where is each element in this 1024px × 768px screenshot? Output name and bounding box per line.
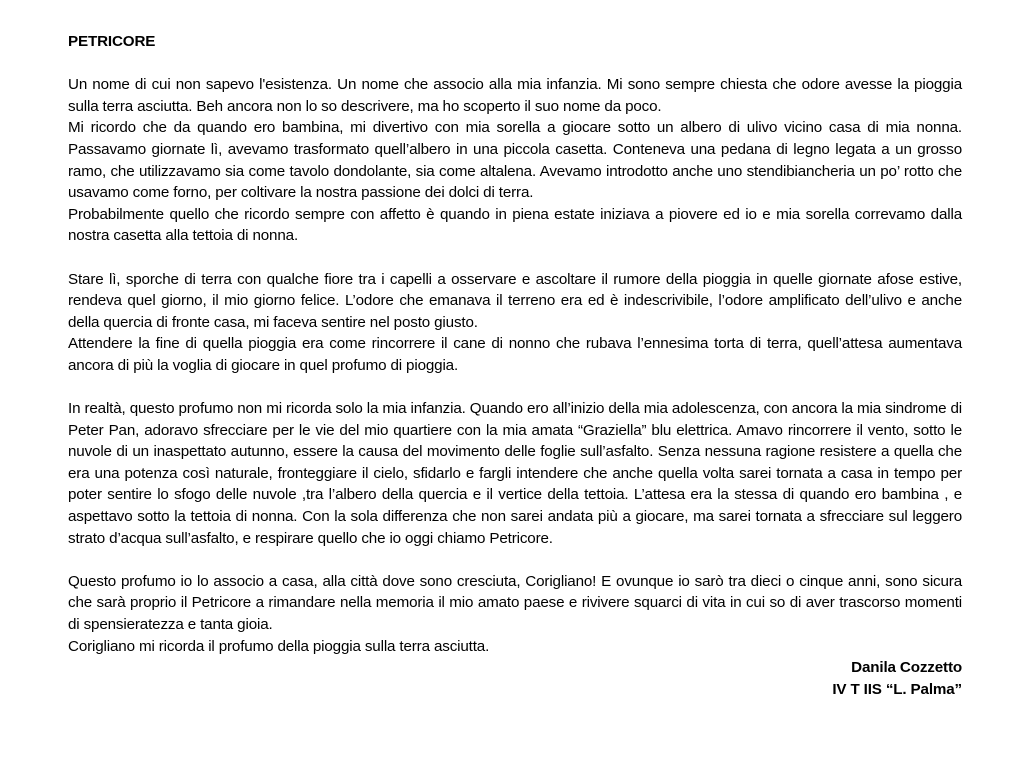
signature-school: IV T IIS “L. Palma”	[832, 680, 962, 698]
paragraph: Attendere la fine di quella pioggia era come rincorrere il cane di nonno che rubava l’ennesima torta di terra, quell’attesa aumentava ancora di più la voglia di giocare in quel profumo di pioggia.	[68, 335, 962, 374]
paragraph: Corigliano mi ricorda il profumo della pioggia sulla terra asciutta.	[68, 637, 490, 655]
paragraph: Probabilmente quello che ricordo sempre con affetto è quando in piena estate iniziava a piovere ed io e mia sorella correvamo dalla nostra casetta alla tettoia di nonna.	[68, 205, 962, 245]
blank-line	[68, 549, 962, 571]
blank-line	[68, 53, 962, 75]
paragraph: Stare lì, sporche di terra con qualche fiore tra i capelli a osservare e ascoltare il rumore della pioggia in quelle giornate afose estive, rendeva quel giorno, il mio giorno felice. L’odore che emanava il terreno era ed è indescrivibile, l’odore amplificato dell’ulivo e anche della quercia di fronte casa, mi faceva sentire nel posto giusto.	[68, 270, 962, 331]
paragraph: Questo profumo io lo associo a casa, alla città dove sono cresciuta, Corigliano! E ovunque io sarò tra dieci o cinque anni, sono sicura che sarà proprio il Petricore a rimandare nella memoria il mio amato paese e rivivere squarci di vita in cui so di aver trascorso momenti di spensieratezza e tanta gioia.	[68, 572, 962, 634]
paragraph: In realtà, questo profumo non mi ricorda solo la mia infanzia. Quando ero all’inizio della mia adolescenza, con ancora la mia sindrome di Peter Pan, adoravo sfrecciare per le vie del mio quartiere con la mia amata “Graziella” blu elettrica. Amavo rincorrere il vento, sotto le nuvole di un inaspettato autunno, essere la causa del movimento delle foglie sull’asfalto. Senza nessuna ragione resistere a quella che era una potenza così naturale, fronteggiare il cielo, sfidarlo e fargli intendere che anche quella volta sarei tornata a casa in tempo per poter sentire lo sfogo delle nuvole ,tra l’albero della quercia e il vertice della tettoia. L’attesa era la stessa di quando ero bambina , e aspettavo sotto la tettoia di nonna. Con la sola differenza che non sarei andata più a giocare, ma sarei tornata a sfrecciare sul leggero strato d’acqua sull’asfalto, e respirare quello che io oggi chiamo Petricore.	[68, 400, 962, 547]
document-title: PETRICORE	[68, 33, 156, 50]
section-3	[68, 398, 962, 549]
blank-line	[68, 247, 962, 269]
section-2	[68, 269, 962, 377]
signature-author: Danila Cozzetto	[851, 659, 962, 677]
section-4	[68, 571, 962, 657]
blank-line	[68, 377, 962, 399]
paragraph: Mi ricordo che da quando ero bambina, mi divertivo con mia sorella a giocare sotto un albero di ulivo vicino casa di mia nonna. Passavamo giornate lì, avevamo trasformato quell’albero in una piccola casetta. Conteneva una pedana di legno legata a un grosso ramo, che utilizzavamo sia come tavolo dondolante, sia come altalena. Avevamo introdotto anche uno stendibiancheria un po’ rotto che usavamo come forno, per coltivare la nostra passione dei dolci di terra.	[68, 119, 962, 202]
section-1	[68, 74, 962, 247]
paragraph: Un nome di cui non sapevo l'esistenza. Un nome che associo alla mia infanzia. Mi sono sempre chiesta che odore avesse la pioggia sulla terra asciutta. Beh ancora non lo so descrivere, ma ho scoperto il suo nome da poco.	[68, 76, 962, 115]
document-page	[68, 31, 962, 700]
